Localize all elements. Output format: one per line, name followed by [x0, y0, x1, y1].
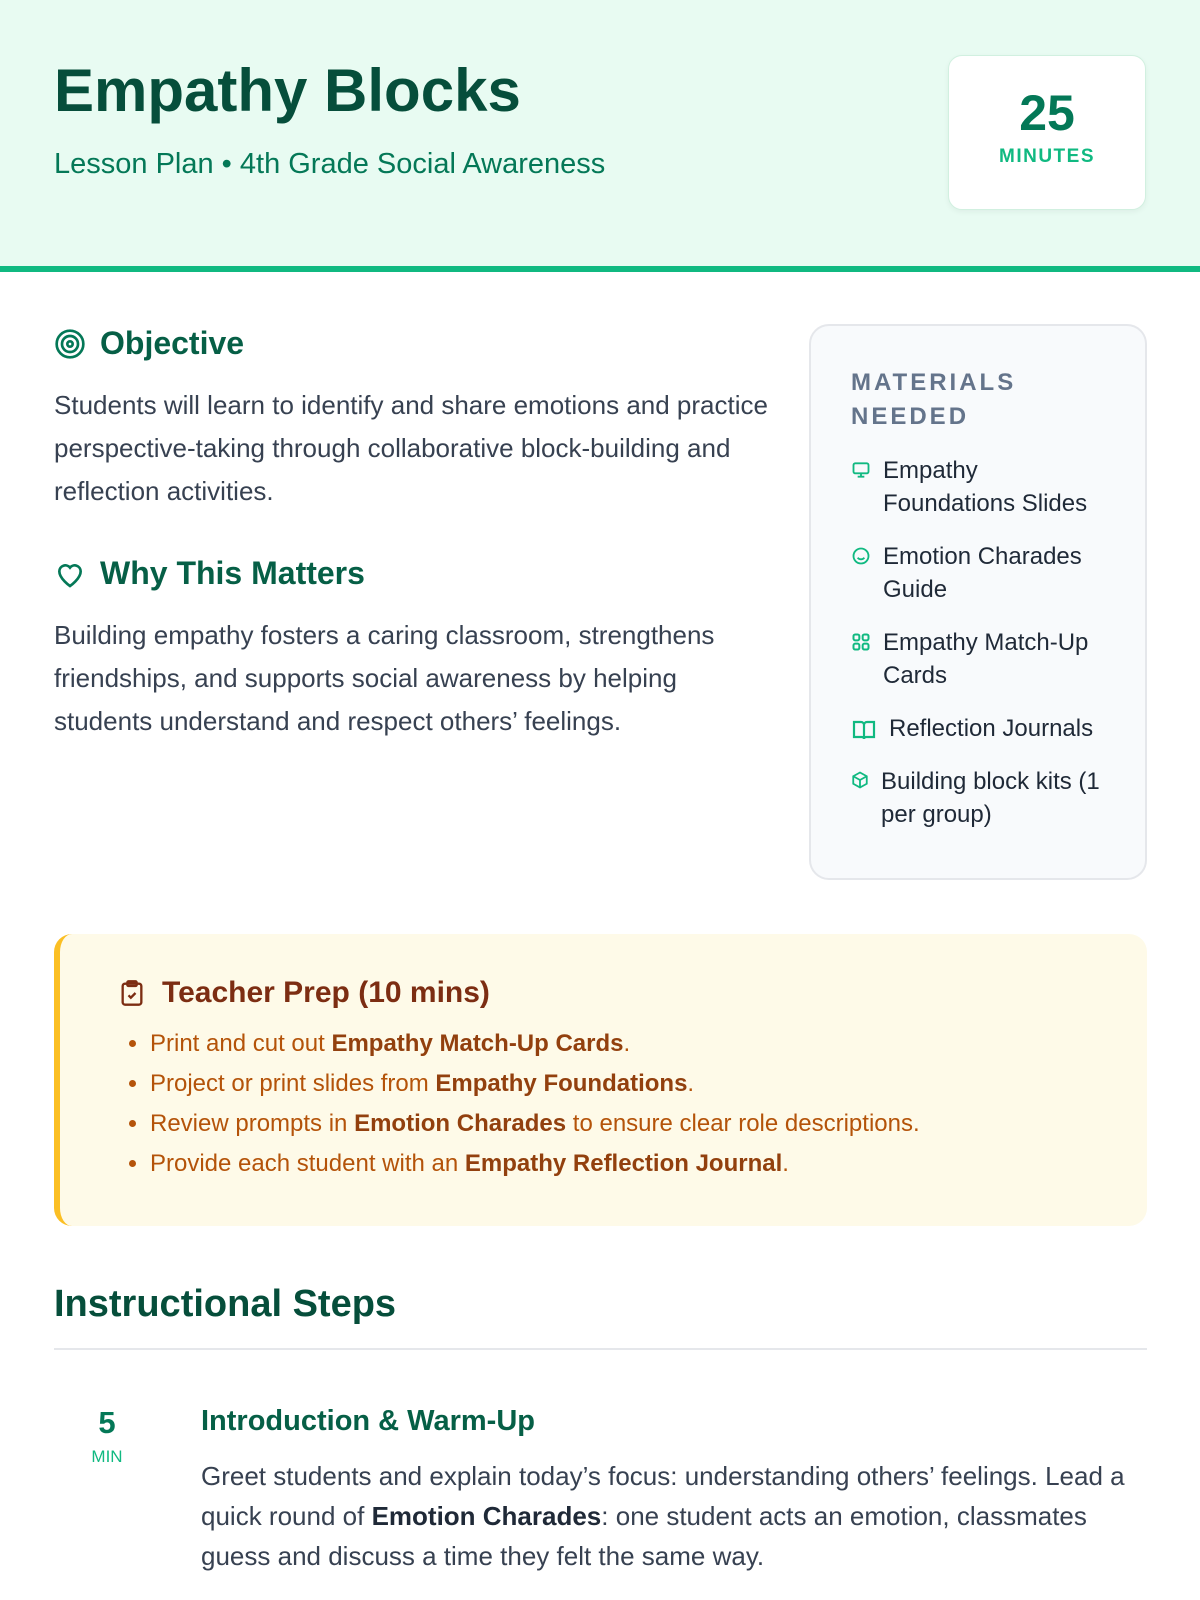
lesson-header	[0, 0, 1200, 272]
step-title: Introduction & Warm-Up	[201, 1405, 535, 1437]
prep-text: .	[687, 1070, 695, 1097]
prep-item	[150, 1144, 1147, 1184]
teacher-prep-callout	[54, 934, 1147, 1226]
prep-bold: Empathy Match-Up Cards	[331, 1030, 624, 1057]
step-text: : one student acts an emotion, classmates guess and discuss a time they felt the same way.	[201, 1501, 1087, 1571]
prep-text: Print and cut out	[150, 1030, 332, 1057]
duration-badge	[948, 55, 1146, 210]
prep-text: Provide each student with an	[150, 1150, 465, 1177]
page-subtitle: Lesson Plan • 4th Grade Social Awareness	[54, 148, 606, 180]
book-open-icon	[851, 718, 877, 742]
prep-text: Review prompts in	[150, 1110, 355, 1137]
grid-icon	[851, 632, 871, 652]
prep-text: to ensure clear role descriptions.	[566, 1110, 920, 1137]
step-minutes: 5	[98, 1405, 116, 1440]
overview-section	[54, 325, 774, 743]
step-duration	[54, 1405, 160, 1467]
prep-bold: Empathy Foundations	[435, 1070, 688, 1097]
prep-item	[150, 1064, 1147, 1104]
duration-value: 25	[1019, 85, 1075, 141]
material-item	[851, 540, 1105, 606]
smile-icon	[851, 546, 871, 566]
materials-heading: MATERIALS NEEDED	[851, 369, 1017, 430]
material-item	[851, 765, 1105, 831]
material-item	[851, 712, 1105, 745]
monitor-icon	[851, 460, 871, 480]
step-minutes-unit: MIN	[91, 1447, 123, 1466]
material-label: Building block kits (1 per group)	[881, 768, 1100, 828]
prep-text: Project or print slides from	[150, 1070, 436, 1097]
steps-heading: Instructional Steps	[54, 1283, 397, 1325]
prep-item	[150, 1104, 1147, 1144]
why-heading-text: Why This Matters	[100, 555, 365, 591]
materials-panel	[809, 324, 1147, 880]
heart-icon	[54, 558, 86, 590]
step-text: Greet students and explain today’s focus: understanding others’ feelings. Lead a quick round of	[201, 1461, 1125, 1531]
material-label: Reflection Journals	[889, 715, 1094, 742]
prep-bold: Empathy Reflection Journal	[464, 1150, 783, 1177]
objective-heading-text: Objective	[100, 325, 245, 361]
prep-text: .	[782, 1150, 789, 1177]
material-label: Empathy Match-Up Cards	[883, 629, 1089, 689]
prep-bold: Emotion Charades	[354, 1110, 567, 1137]
material-item	[851, 626, 1105, 692]
prep-item	[150, 1024, 1147, 1064]
prep-list	[118, 1024, 1147, 1184]
why-text: Building empathy fosters a caring classroom, strengthens friendships, and supports social awareness by helping students understand and respect others’ feelings.	[54, 620, 715, 736]
material-label: Emotion Charades Guide	[883, 543, 1082, 603]
material-item	[851, 454, 1105, 520]
step-description	[201, 1456, 1141, 1576]
why-heading	[54, 555, 774, 592]
target-icon	[54, 328, 86, 360]
clipboard-check-icon	[118, 978, 146, 1008]
prep-text: .	[623, 1030, 631, 1057]
prep-heading-text: Teacher Prep (10 mins)	[162, 976, 490, 1009]
page-title: Empathy Blocks	[54, 57, 521, 124]
duration-unit: MINUTES	[999, 146, 1095, 167]
prep-heading	[118, 976, 1147, 1010]
material-label: Empathy Foundations Slides	[883, 457, 1088, 517]
objective-heading	[54, 325, 774, 362]
step-bold: Emotion Charades	[371, 1501, 602, 1531]
divider	[54, 1348, 1147, 1350]
box-icon	[851, 771, 869, 789]
objective-text: Students will learn to identify and share emotions and practice perspective-taking through collaborative block-building and reflection activities.	[54, 390, 768, 506]
step-body	[201, 1405, 1141, 1576]
